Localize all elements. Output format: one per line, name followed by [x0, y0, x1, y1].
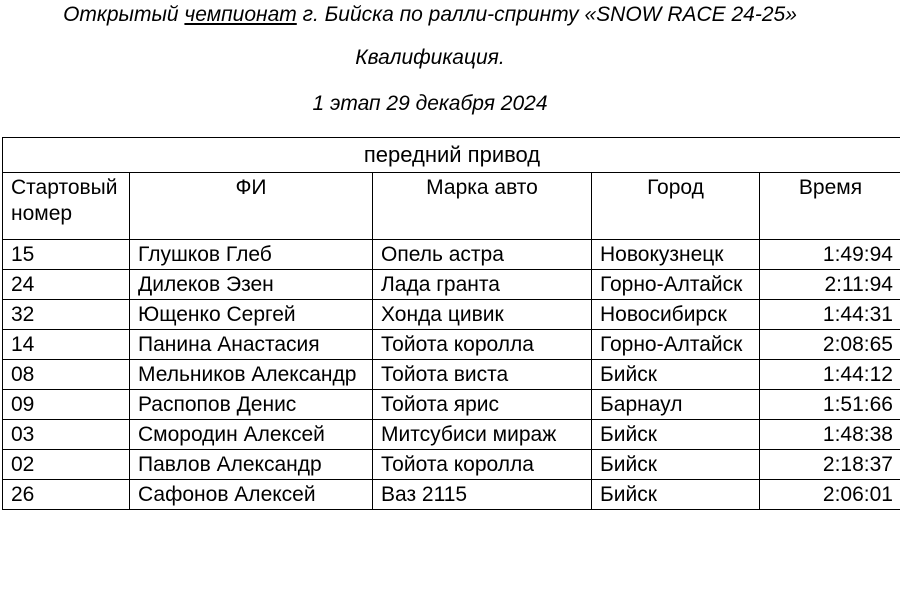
table-row — [3, 240, 900, 270]
cell-car: Лада гранта — [373, 270, 592, 300]
table-row — [3, 390, 900, 420]
table-row — [3, 480, 900, 510]
results-body — [3, 240, 900, 510]
cell-time: 2:18:37 — [760, 450, 900, 480]
cell-car: Ваз 2115 — [373, 480, 592, 510]
table-row — [3, 330, 900, 360]
cell-start-number: 15 — [3, 240, 130, 270]
cell-car: Тойота ярис — [373, 390, 592, 420]
cell-name: Панина Анастасия — [130, 330, 373, 360]
cell-start-number: 32 — [3, 300, 130, 330]
cell-start-number: 03 — [3, 420, 130, 450]
cell-time: 2:11:94 — [760, 270, 900, 300]
column-header-row — [3, 173, 900, 240]
cell-city: Барнаул — [592, 390, 760, 420]
cell-city: Новосибирск — [592, 300, 760, 330]
cell-car: Тойота королла — [373, 330, 592, 360]
cell-car: Тойота королла — [373, 450, 592, 480]
cell-time: 1:44:31 — [760, 300, 900, 330]
cell-city: Новокузнецк — [592, 240, 760, 270]
stage-date: 1 этап 29 декабря 2024 — [312, 92, 548, 115]
cell-car: Тойота виста — [373, 360, 592, 390]
title-text-end: г. Бийска по ралли-спринту «SNOW RACE 24-25» — [296, 3, 797, 26]
cell-car: Хонда цивик — [373, 300, 592, 330]
cell-city: Бийск — [592, 480, 760, 510]
cell-name: Смородин Алексей — [130, 420, 373, 450]
document-subtitle: Квалификация. — [355, 46, 505, 69]
cell-name: Распопов Денис — [130, 390, 373, 420]
cell-city: Бийск — [592, 360, 760, 390]
document-title — [0, 2, 860, 28]
cell-time: 1:48:38 — [760, 420, 900, 450]
column-header-name: ФИ — [130, 173, 373, 240]
cell-name: Сафонов Алексей — [130, 480, 373, 510]
title-underlined-word: чемпионат — [184, 3, 297, 26]
table-row — [3, 300, 900, 330]
cell-name: Ющенко Сергей — [130, 300, 373, 330]
cell-time: 1:51:66 — [760, 390, 900, 420]
cell-start-number: 08 — [3, 360, 130, 390]
cell-name: Глушков Глеб — [130, 240, 373, 270]
table-row — [3, 360, 900, 390]
results-table — [2, 137, 900, 510]
cell-time: 2:06:01 — [760, 480, 900, 510]
table-row — [3, 450, 900, 480]
cell-car: Митсубиси мираж — [373, 420, 592, 450]
table-row — [3, 270, 900, 300]
cell-time: 1:44:12 — [760, 360, 900, 390]
cell-name: Павлов Александр — [130, 450, 373, 480]
cell-city: Горно-Алтайск — [592, 330, 760, 360]
title-text-start: Открытый — [63, 3, 185, 26]
cell-car: Опель астра — [373, 240, 592, 270]
cell-name: Дилеков Эзен — [130, 270, 373, 300]
cell-start-number: 24 — [3, 270, 130, 300]
table-row — [3, 420, 900, 450]
cell-start-number: 26 — [3, 480, 130, 510]
group-header-row — [3, 138, 900, 173]
cell-time: 1:49:94 — [760, 240, 900, 270]
cell-start-number: 02 — [3, 450, 130, 480]
cell-name: Мельников Александр — [130, 360, 373, 390]
cell-start-number: 14 — [3, 330, 130, 360]
column-header-city: Город — [592, 173, 760, 240]
column-header-start-number: Стартовый номер — [3, 173, 130, 240]
cell-time: 2:08:65 — [760, 330, 900, 360]
column-header-car: Марка авто — [373, 173, 592, 240]
cell-city: Бийск — [592, 450, 760, 480]
cell-city: Горно-Алтайск — [592, 270, 760, 300]
cell-start-number: 09 — [3, 390, 130, 420]
cell-city: Бийск — [592, 420, 760, 450]
group-title: передний привод — [3, 138, 900, 173]
column-header-time: Время — [760, 173, 900, 240]
